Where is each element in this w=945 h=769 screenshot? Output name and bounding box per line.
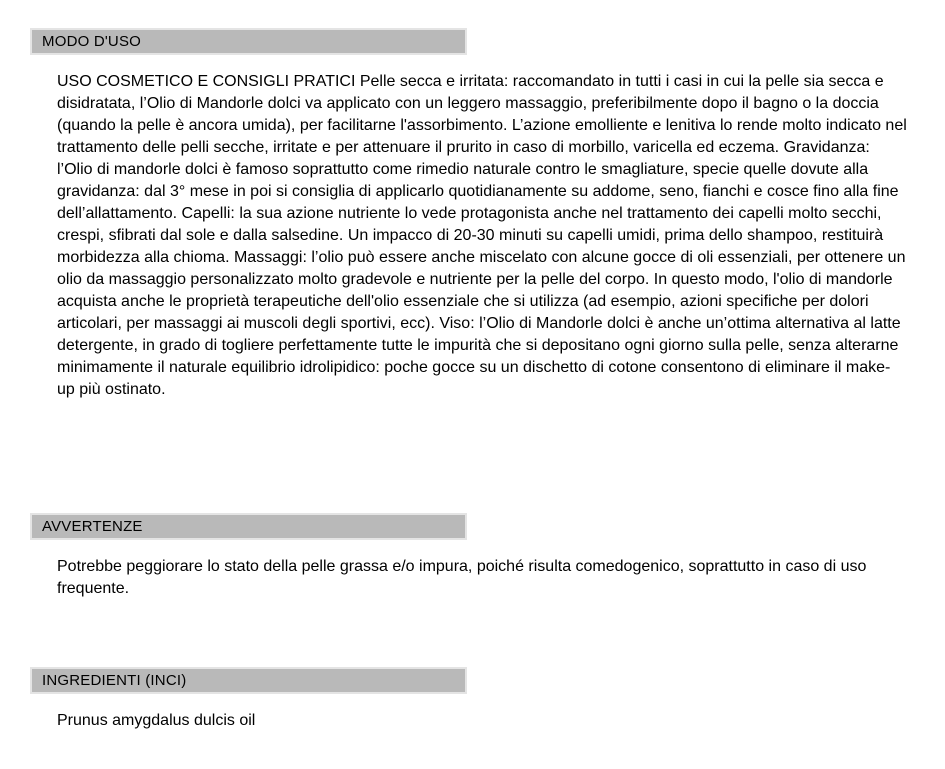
section-header-avvertenze — [30, 513, 467, 540]
section-avvertenze — [30, 513, 908, 600]
section-body-avvertenze: Potrebbe peggiorare lo stato della pelle grassa e/o impura, poiché risulta comedogenico, soprattutto in caso di uso frequente. — [57, 558, 867, 597]
section-modo-duso — [30, 28, 908, 401]
section-ingredienti — [30, 667, 908, 732]
section-body-ingredienti: Prunus amygdalus dulcis oil — [57, 712, 256, 729]
section-body-modo-duso: USO COSMETICO E CONSIGLI PRATICI Pelle secca e irritata: raccomandato in tutti i casi in cui la pelle sia secca e disidratata, l’Olio di Mandorle dolci va applicato con un leggero massaggio, preferibilmente dopo il bagno o la doccia (quando la pelle è ancora umida), per facilitarne l'assorbimento. L’azione emolliente e lenitiva lo rende molto indicato nel trattamento delle pelli secche, irritate e per attenuare il prurito in caso di morbillo, varicella ed eczema. Gravidanza: l’Olio di mandorle dolci è famoso soprattutto come rimedio naturale contro le smagliature, specie quelle dovute alla gravidanza: dal 3° mese in poi si consiglia di applicarlo quotidianamente su addome, seno, fianchi e cosce fino alla fine dell’allattamento. Capelli: la sua azione nutriente lo vede protagonista anche nel trattamento dei capelli molto secchi, crespi, sfibrati dal sole e dalla salsedine. Un impacco di 20-30 minuti su capelli umidi, prima dello shampoo, restituirà morbidezza alla chioma. Massaggi: l’olio può essere anche miscelato con alcune gocce di oli essenziali, per ottenere un olio da massaggio personalizzato molto gradevole e nutriente per la pelle del corpo. In questo modo, l'olio di mandorle acquista anche le proprietà terapeutiche dell'olio essenziale che si utilizza (ad esempio, azioni specifiche per dolori articolari, per massaggi ai muscoli degli sportivi, ecc). Viso: l’Olio di Mandorle dolci è anche un’ottima alternativa al latte detergente, in grado di togliere perfettamente tutte le impurità che si depositano ogni giorno sulla pelle, senza alterarne minimamente il naturale equilibrio idrolipidico: poche gocce su un dischetto di cotone consentono di eliminare il make-up più ostinato. — [57, 73, 907, 398]
section-header-modo-duso — [30, 28, 467, 55]
section-title: MODO D'USO — [42, 33, 142, 50]
section-header-ingredienti — [30, 667, 467, 694]
section-title: INGREDIENTI (INCI) — [42, 672, 187, 689]
section-title: AVVERTENZE — [42, 518, 143, 535]
